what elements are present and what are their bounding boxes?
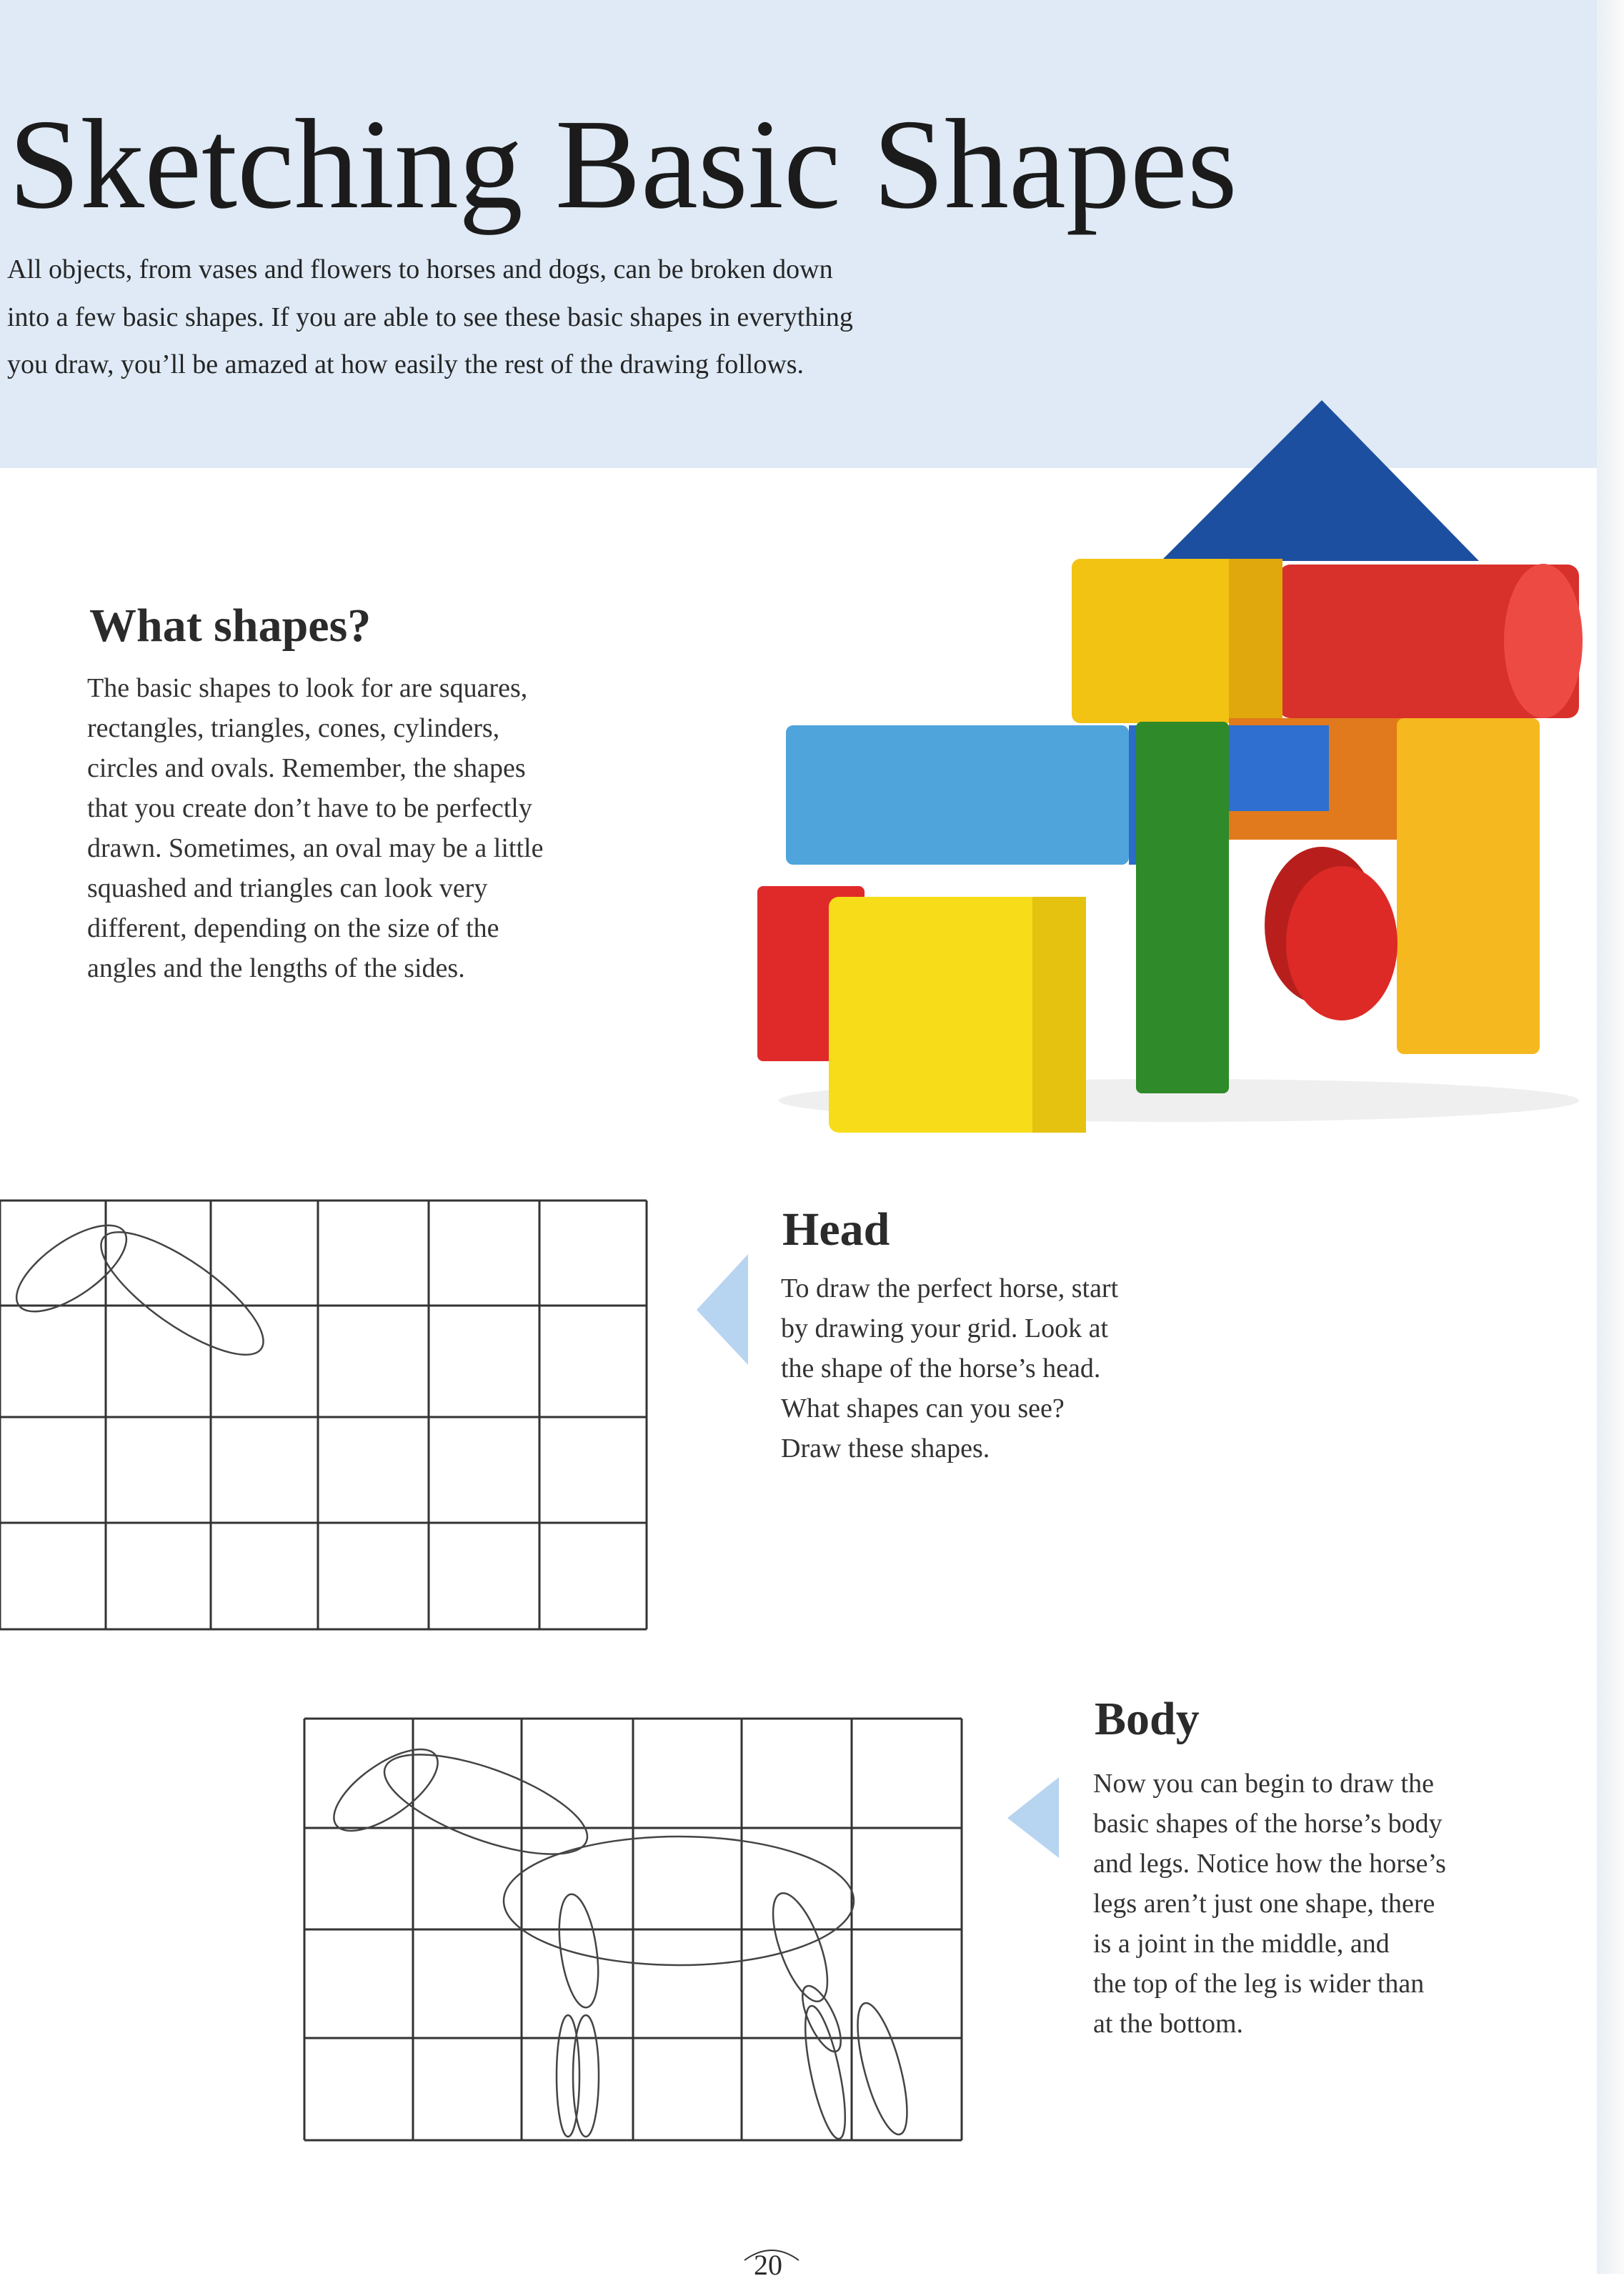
text-line: rectangles, triangles, cones, cylinders, [87, 713, 500, 743]
head-sketch-grid [0, 1193, 657, 1644]
text-line: Now you can begin to draw the [1093, 1769, 1434, 1799]
text-line: legs aren’t just one shape, there [1093, 1889, 1435, 1919]
head-oval-sketch [3, 1209, 139, 1327]
pointer-arrow-icon [697, 1254, 748, 1365]
text-line: Draw these shapes. [781, 1433, 990, 1463]
text-line: at the bottom. [1093, 2009, 1244, 2039]
leg-sketch [795, 1981, 849, 2057]
text-line: the shape of the horse’s head. [781, 1353, 1101, 1383]
page-title: Sketching Basic Shapes [9, 93, 1237, 235]
body-heading: Body [1095, 1693, 1200, 1745]
text-line: basic shapes of the horse’s body [1093, 1809, 1443, 1839]
body-oval-sketch [504, 1837, 854, 1965]
head-paragraph [781, 1268, 1118, 1469]
text-line: angles and the lengths of the sides. [87, 953, 465, 983]
page-number: 20 [754, 2249, 782, 2281]
text-line: the top of the leg is wider than [1093, 1969, 1425, 1999]
what-shapes-heading: What shapes? [89, 600, 372, 652]
intro-line: into a few basic shapes. If you are able to see these basic shapes in everything [7, 302, 853, 332]
intro-line: All objects, from vases and flowers to horses and dogs, can be broken down [7, 254, 833, 284]
text-line: squashed and triangles can look very [87, 873, 488, 903]
neck-oval-sketch [373, 1734, 599, 1875]
leg-sketch [557, 2015, 579, 2137]
text-line: that you create don’t have to be perfectly [87, 793, 532, 823]
pointer-arrow-icon [1007, 1777, 1059, 1858]
intro-line: you draw, you’ll be amazed at how easily the rest of the drawing follows. [7, 349, 804, 379]
text-line: and legs. Notice how the horse’s [1093, 1849, 1446, 1879]
head-oval-sketch [322, 1734, 451, 1846]
text-line: The basic shapes to look for are squares, [87, 673, 528, 703]
text-line: What shapes can you see? [781, 1393, 1065, 1423]
body-paragraph [1093, 1764, 1446, 2044]
wooden-blocks-photo [750, 393, 1593, 1136]
text-line: circles and ovals. Remember, the shapes [87, 753, 526, 783]
text-line: by drawing your grid. Look at [781, 1313, 1109, 1343]
text-line: is a joint in the middle, and [1093, 1929, 1390, 1959]
text-line: drawn. Sometimes, an oval may be a little [87, 833, 544, 863]
what-shapes-paragraph [87, 668, 543, 988]
text-line: To draw the perfect horse, start [781, 1273, 1119, 1303]
page-edge [1597, 0, 1624, 2274]
text-line: different, depending on the size of the [87, 913, 499, 943]
head-heading: Head [782, 1203, 890, 1256]
leg-sketch [847, 1999, 917, 2139]
body-sketch-grid [300, 1711, 972, 2147]
muzzle-oval-sketch [85, 1212, 280, 1376]
leg-sketch [797, 2003, 854, 2142]
leg-sketch [553, 1892, 604, 2009]
